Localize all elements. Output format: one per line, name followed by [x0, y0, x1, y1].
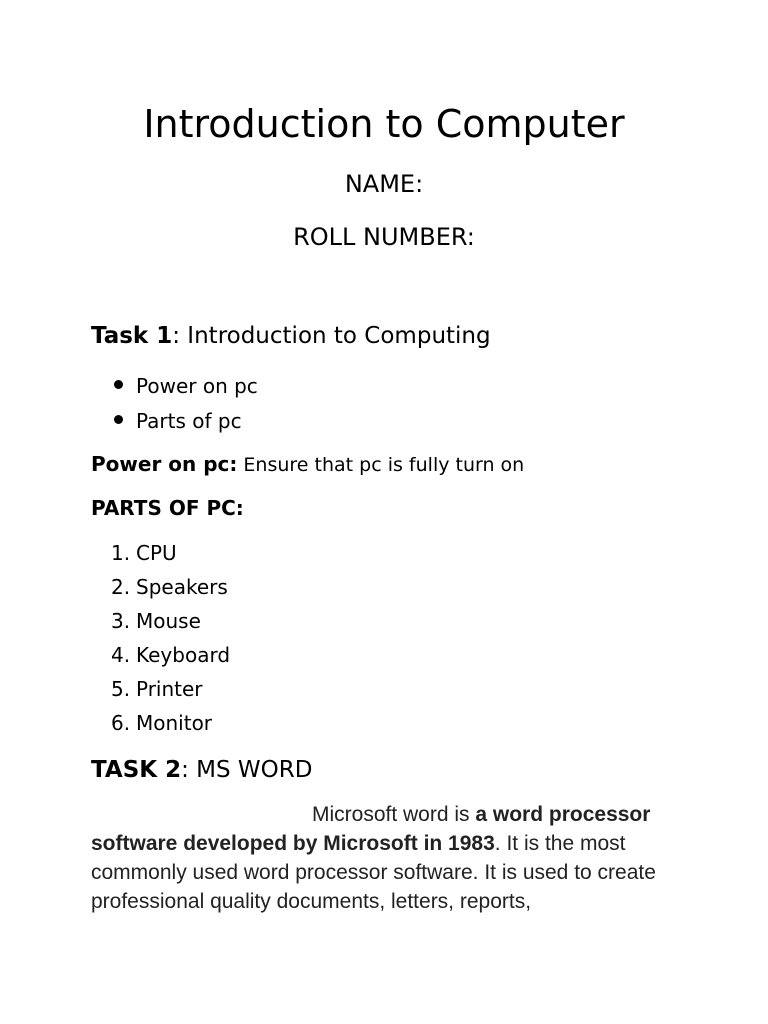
power-on-paragraph: [91, 449, 524, 480]
list-text: CPU: [136, 541, 177, 565]
task1-title: Introduction to Computing: [180, 323, 491, 349]
list-item: [91, 604, 230, 638]
list-text: Speakers: [136, 575, 228, 599]
list-item: [91, 536, 230, 570]
bullet-icon: [114, 415, 123, 424]
bullet-text: Power on pc: [136, 374, 258, 398]
list-item: [91, 672, 230, 706]
task2-separator: :: [181, 757, 189, 783]
list-item: [91, 404, 258, 439]
list-number: 6.: [111, 711, 131, 735]
paragraph-text-start: Microsoft word is: [312, 803, 476, 826]
task1-label: Task 1: [91, 323, 173, 349]
list-number: 1.: [111, 541, 131, 565]
paragraph-bold-text: a word processor software developed by Microsoft in 1983: [91, 803, 651, 855]
list-item: [91, 570, 230, 604]
task2-label: TASK 2: [91, 757, 182, 783]
parts-heading: PARTS OF PC:: [91, 496, 244, 520]
list-text: Mouse: [136, 609, 201, 633]
list-text: Keyboard: [136, 643, 231, 667]
list-text: Monitor: [136, 711, 213, 735]
task1-separator: :: [172, 323, 180, 349]
task2-title: MS WORD: [188, 757, 313, 783]
list-number: 4.: [111, 643, 131, 667]
roll-number-label: ROLL NUMBER:: [293, 223, 475, 251]
parts-list: [91, 536, 230, 740]
list-item: [91, 706, 230, 740]
task1-heading: [91, 320, 491, 352]
paragraph-text-end: . It is the most commonly used word processor software. It is used to create professional quality documents, letters, reports,: [91, 832, 656, 913]
bullet-text: Parts of pc: [136, 409, 242, 433]
name-label: NAME:: [344, 170, 424, 198]
list-number: 3.: [111, 609, 131, 633]
list-item: [91, 369, 258, 404]
task1-bullet-list: [91, 369, 258, 439]
ms-word-paragraph: [91, 800, 691, 916]
power-on-label: Power on pc:: [91, 452, 238, 476]
list-number: 2.: [111, 575, 131, 599]
power-on-text: Ensure that pc is fully turn on: [237, 454, 525, 476]
list-number: 5.: [111, 677, 131, 701]
list-item: [91, 638, 230, 672]
bullet-icon: [114, 380, 123, 389]
task2-heading: [91, 754, 312, 786]
list-text: Printer: [136, 677, 203, 701]
document-title: Introduction to Computer: [143, 102, 625, 146]
